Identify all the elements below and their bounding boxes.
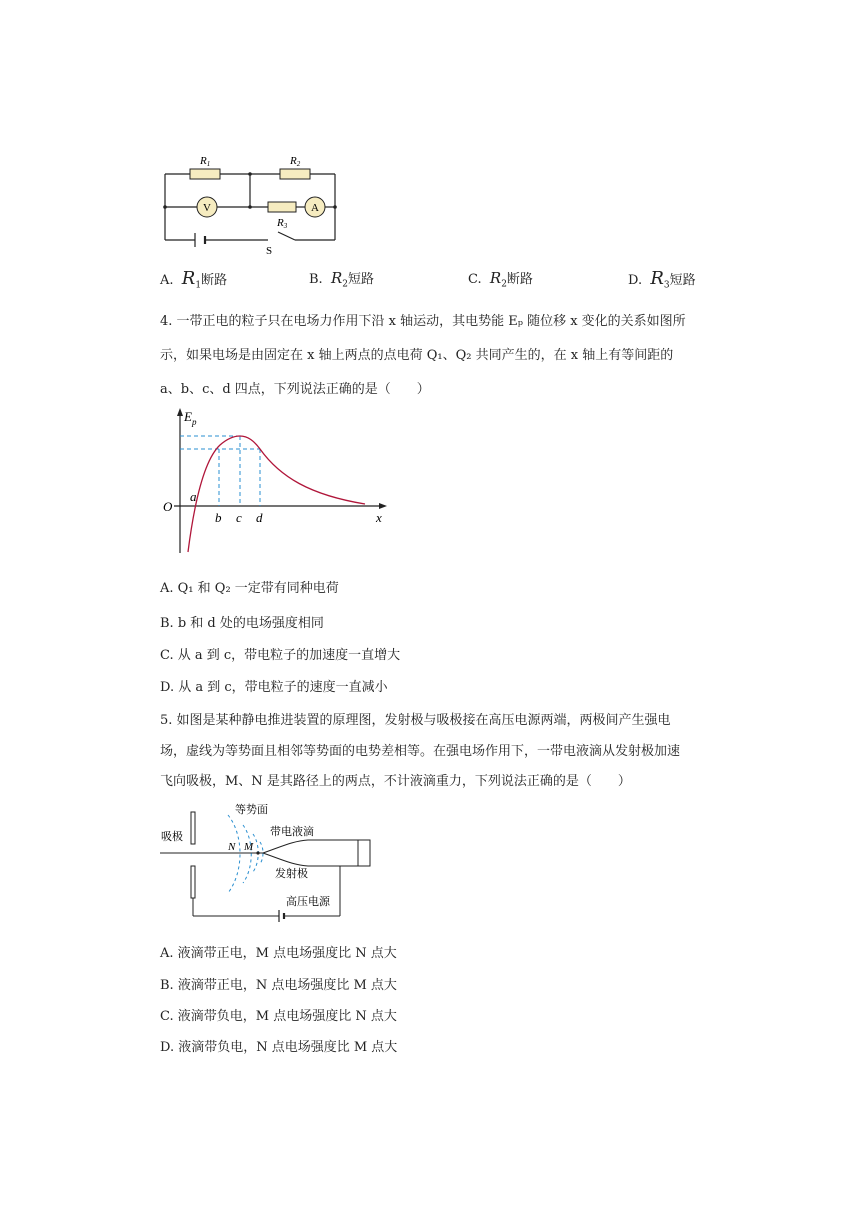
q5-electrostatic-thruster-diagram bbox=[158, 800, 378, 925]
r1-label: R1 bbox=[200, 155, 211, 168]
q5-stem-line-3: 飞向吸极，M、N 是其路径上的两点，不计液滴重力，下列说法正确的是（ ） bbox=[160, 774, 631, 789]
q3-option-b[interactable]: B. $R_2$短路 bbox=[309, 269, 374, 290]
q3-option-d[interactable]: D. $R_3$短路 bbox=[628, 268, 696, 291]
n-point-label: N bbox=[228, 841, 236, 853]
r2-label: R2 bbox=[290, 155, 301, 168]
equipotential-label: 等势面 bbox=[235, 804, 268, 816]
q5-option-a[interactable]: A. 液滴带正电，M 点电场强度比 N 点大 bbox=[160, 946, 397, 961]
droplet-label: 带电液滴 bbox=[270, 826, 314, 838]
ep-axis-label: $E_p$ bbox=[184, 409, 197, 427]
q3-option-c[interactable]: C. $R_2$断路 bbox=[468, 269, 533, 290]
q4-option-a[interactable]: A. Q₁ 和 Q₂ 一定带有同种电荷 bbox=[160, 581, 339, 596]
q4-stem-line-3: a、b、c、d 四点，下列说法正确的是（ ） bbox=[160, 382, 430, 397]
r3-label: R3 bbox=[277, 217, 288, 230]
q5-stem-line-2: 场，虚线为等势面且相邻等势面的电势差相等。在强电场作用下，一带电液滴从发射极加速 bbox=[160, 744, 681, 759]
origin-label: O bbox=[163, 499, 173, 514]
m-point-label: M bbox=[244, 841, 254, 853]
point-b-label: b bbox=[215, 510, 222, 525]
ammeter-label: A bbox=[311, 202, 319, 214]
voltmeter-label: V bbox=[203, 202, 211, 214]
q5-stem-line-1: 5. 如图是某种静电推进装置的原理图，发射极与吸极接在高压电源两端，两极间产生强电 bbox=[160, 713, 671, 728]
q5-option-c[interactable]: C. 液滴带负电，M 点电场强度比 N 点大 bbox=[160, 1009, 397, 1024]
point-a-label: a bbox=[190, 489, 197, 504]
emitter-label: 发射极 bbox=[275, 868, 308, 880]
x-axis-label: x bbox=[376, 510, 382, 525]
power-label: 高压电源 bbox=[286, 896, 330, 908]
q4-option-d[interactable]: D. 从 a 到 c，带电粒子的速度一直减小 bbox=[160, 680, 388, 695]
q5-option-b[interactable]: B. 液滴带正电，N 点电场强度比 M 点大 bbox=[160, 978, 397, 993]
absorber-label: 吸极 bbox=[161, 831, 183, 843]
q4-stem-line-1: 4. 一带正电的粒子只在电场力作用下沿 x 轴运动，其电势能 Eₚ 随位移 x 变化的关系如图所 bbox=[160, 314, 686, 329]
q4-option-b[interactable]: B. b 和 d 处的电场强度相同 bbox=[160, 616, 324, 631]
q4-stem-line-2: 示，如果电场是由固定在 x 轴上两点的点电荷 Q₁、Q₂ 共同产生的，在 x 轴上有等间距的 bbox=[160, 348, 674, 363]
switch-label: S bbox=[266, 245, 273, 257]
q3-circuit-diagram bbox=[150, 150, 350, 260]
q3-option-a[interactable]: A. $R_1$断路 bbox=[160, 268, 228, 291]
q5-option-d[interactable]: D. 液滴带负电，N 点电场强度比 M 点大 bbox=[160, 1040, 398, 1055]
q4-option-c[interactable]: C. 从 a 到 c，带电粒子的加速度一直增大 bbox=[160, 648, 401, 663]
point-d-label: d bbox=[256, 510, 263, 525]
point-c-label: c bbox=[236, 510, 242, 525]
q4-ep-x-graph bbox=[160, 405, 395, 560]
